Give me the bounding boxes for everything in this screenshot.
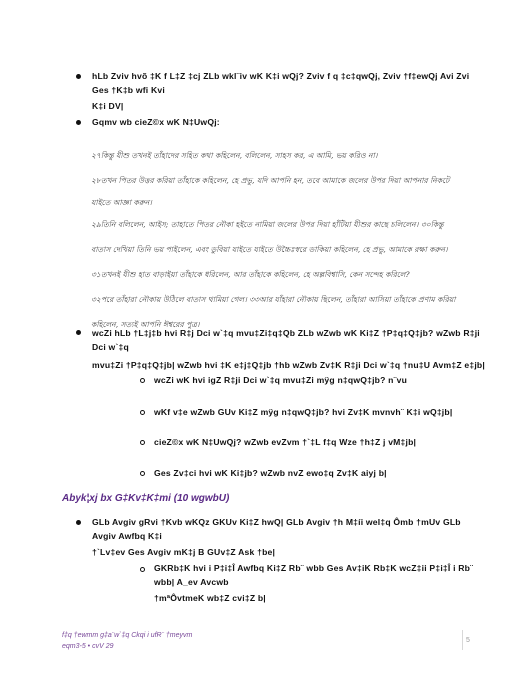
scripture-quote [91, 143, 481, 337]
sub-bullet-text: cieZ©x wK N‡UwQj? wZwb evZvm †`‡L f‡q Wze †h‡Z j vM‡jb| [154, 437, 417, 447]
bullet-paragraph-3 [92, 326, 487, 372]
footer-title: f‡q †ewmm g‡a¨w`‡q Ckqi i ufR¨ †meyvm [62, 632, 193, 639]
bullet-paragraph-4 [92, 515, 487, 559]
text-line: †mªÔvtmeK wb‡Z cvi‡Z b| [154, 593, 266, 603]
text-line: GLb Avgiv gRvi †Kvb wKQz GKUv Ki‡Z hwQ| GLb Avgiv †h M‡íi wel‡q Ômb †mUv GLb Avgiv Awfbq K‡i [92, 517, 461, 541]
text-line: hLb Zviv hvõ ‡K f L‡Z ‡cj ZLb wkl¨iv wK K‡i wQj? Zviv f q ‡c‡qwQj, Zviv †f‡ewQj Avi Zvi Ges †K‡b wfi Kvi [92, 71, 470, 95]
text-line: GKRb‡K hvi i P‡i‡Î Awfbq Ki‡Z Rb¨ wbb Ges Av‡iK Rb‡K wcZ‡ii P‡i‡Î i Rb¨ wbb| A_ev Avcwb [154, 563, 474, 587]
quote-line: ২৮তখন পিতর উত্তর করিয়া তাঁহাকে কহিলেন, হে প্রভু, যদি আপনি হন, তবে আমাকে জলের উপর দিয়া আপনার নিকটে [91, 176, 450, 185]
section-heading: Abyk¦xj bx G‡Kv‡K‡mi (10 wgwbU) [62, 493, 230, 504]
bullet-paragraph-2 [92, 115, 487, 129]
sub-bullet-text: Ges Zv‡ci hvi wK Ki‡jb? wZwb nvZ ewo‡q Zv‡K aiyj b| [154, 468, 387, 478]
quote-line: যাইতে আজ্ঞা করুন। [91, 198, 152, 207]
quote-line: বাতাস দেখিয়া তিনি ভয় পাইলেন, এবং ডুবিয়া যাইতে যাইতে উচ্চৈঃস্বরে ডাকিয়া কহিলেন, হে প্রভু, আমাকে রক্ষা করুন। [91, 245, 448, 254]
quote-line: ৩১তখনই যীশু হাত বাড়াইয়া তাঁহাকে ধরিলেন, আর তাঁহাকে কহিলেন, হে অল্পবিশ্বাসি, কেন সন্দেহ করিলে? [91, 270, 410, 279]
bullet-marker [76, 120, 81, 125]
page-number: 5 [466, 637, 470, 644]
sub-bullet-text [154, 561, 494, 605]
quote-line: ৩২পরে তাঁহারা নৌকায় উঠিলে বাতাস থামিয়া গেল। ৩৩আর যাঁহারা নৌকায় ছিলেন, তাঁহারা আসিয়া তাঁহাকে প্রণাম করিয়া [91, 295, 456, 304]
sub-bullet-marker [140, 471, 145, 476]
footer-caption [62, 630, 192, 652]
bullet-marker [76, 74, 81, 79]
sub-bullet-marker [140, 410, 145, 415]
text-line: †`Lv‡ev Ges Avgiv mK‡j B GUv‡Z Ask †be| [92, 547, 276, 557]
quote-line: কহিলেন, সত্যই আপনি ঈশ্বরের পুত্র। [91, 320, 200, 329]
footer-subtitle: eqm3-5 • cvV 29 [62, 643, 114, 650]
bullet-marker [76, 330, 81, 335]
quote-line: ২৯তিনি বলিলেন, আইস; তাহাতে পিতর নৌকা হইতে নামিয়া জলের উপর দিয়া হাঁটিয়া যীশুর কাছে চলিলেন। ৩০কিন্তু [91, 220, 444, 229]
sub-bullet-text: wKf v‡e wZwb GUv Ki‡Z mÿg n‡qwQ‡jb? hvi Zv‡K mvnvh¨ K‡i wQ‡jb| [154, 407, 453, 417]
quote-line: ২৭কিন্তু যীশু তখনই তাঁহাদের সহিত কথা কহিলেন, বলিলেন, সাহস কর, এ আমি, ভয় করিও না। [91, 151, 378, 160]
text-line: mvu‡Zi †P‡q‡Q‡jb| wZwb hvi ‡K e‡j‡Q‡jb †hb wZwb Zv‡K R‡ji Dci w`‡q †nu‡U Avm‡Z e‡jb| [92, 360, 485, 370]
sub-bullet-marker [140, 567, 145, 572]
bullet-paragraph-1 [92, 69, 487, 113]
text-line: Gqmv wb cieZ©x wK N‡UwQj: [92, 117, 220, 127]
footer-divider [462, 630, 463, 650]
sub-bullet-marker [140, 378, 145, 383]
bullet-marker [76, 520, 81, 525]
text-line: wcZi hLb †L‡j‡b hvi R‡j Dci w`‡q mvu‡Zi‡q‡Qb ZLb wZwb wK Ki‡Z †P‡q‡Q‡jb? wZwb R‡ji Dci w`‡q [92, 328, 480, 352]
text-line: K‡i DV| [92, 101, 124, 111]
sub-bullet-marker [140, 440, 145, 445]
sub-bullet-text: wcZi wK hvi igZ R‡ji Dci w`‡q mvu‡Zi mÿg n‡qwQ‡jb? n¨vu [154, 375, 408, 385]
